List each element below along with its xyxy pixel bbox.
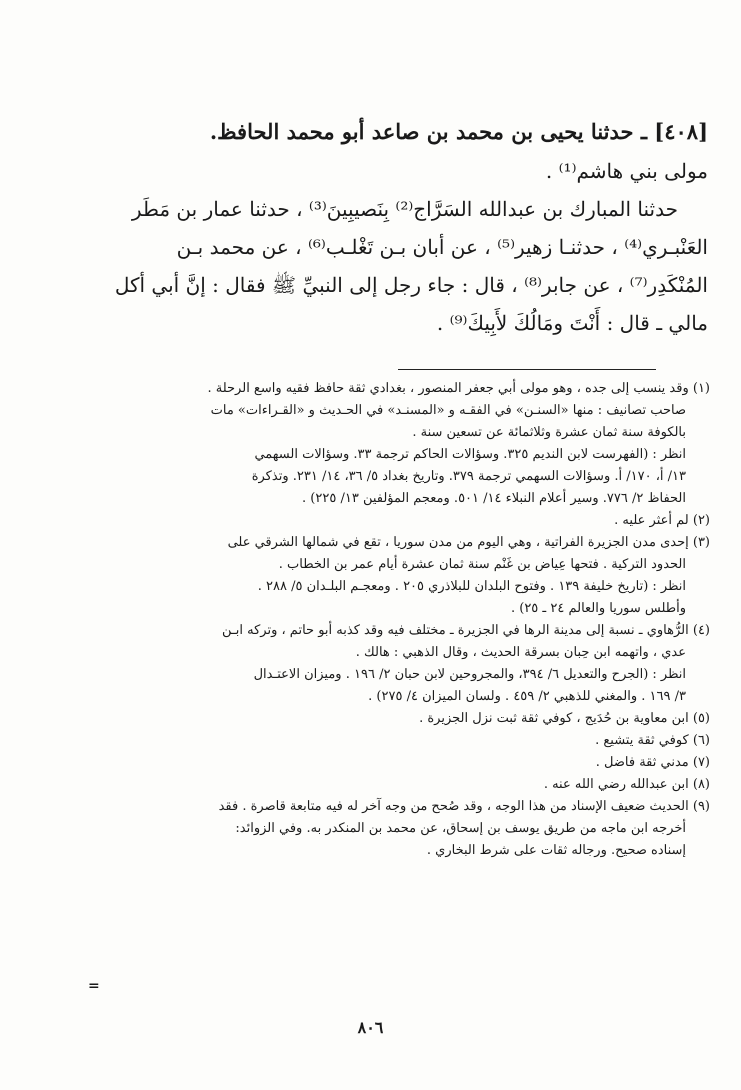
footnote-9 [100,796,710,862]
footnote-line: ٣/ ١٦٩ . والمغني للذهبي ٢/ ٤٥٩ . ولسان الميزان ٤/ ٢٧٥) . [368,689,686,704]
footnote-4 [100,620,710,708]
footnote-line: انظر : (تاريخ خليفة ١٣٩ . وفتوح البلدان للبلاذري ٢٠٥ . ومعجـم البلـدان ٥/ ٢٨٨ . [257,579,686,594]
footnote-line: بالكوفة سنة ثمان عشرة وثلاثمائة عن تسعين سنة . [412,425,686,440]
footnote-line: (١) وقد ينسب إلى جده ، وهو مولى أبي جعفر المنصور ، بغدادي ثقة حافظ فقيه واسع الرحلة . [207,381,710,396]
footnote-line: (٨) ابن عبدالله رضي الله عنه . [543,777,710,792]
matn-line: مالي ـ قال : أَنْتَ ومَالُكَ لأَبِيكَ⁽⁹⁾ . [436,311,708,335]
footnote-line: الحدود التركية . فتحها عِياض بن غَنْم سنة ثمان عشرة أيام عمر بن الخطاب . [278,557,686,572]
footnote-line: إسناده صحيح. ورجاله ثقات على شرط البخاري . [426,843,686,858]
footnote-line: صاحب تصانيف : منها «السنـن» في الفقـه و «المسنـد» في الحـديث و «القـراءات» مات [210,403,686,418]
footnote-line: وأطلس سوريا والعالم ٢٤ ـ ٢٥) . [510,601,686,616]
footnote-line: (٧) مدني ثقة فاضل . [595,755,710,770]
footnote-2 [100,510,710,532]
footnotes [100,378,710,862]
footnote-line: عدي ، واتهمه ابن حِبان بسرقة الحديث ، وقال الذهبي : هالك . [355,645,686,660]
footnote-line: (٦) كوفي ثقة يتشيع . [595,733,710,748]
footnote-6 [100,730,710,752]
footnote-1 [100,378,710,510]
footnote-line: انظر : (الجرح والتعديل ٦/ ٣٩٤، والمجروحين لابن حبان ٢/ ١٩٦ . وميزان الاعتـدال [253,667,686,682]
footnote-line: الحفاظ ٢/ ٧٧٦. وسير أعلام النبلاء ١٤/ ٥٠١. ومعجم المؤلفين ١٣/ ٢٢٥) . [302,491,686,506]
hadith-body [108,152,708,342]
footnote-8 [100,774,710,796]
continuation-mark: = [88,978,100,994]
footnote-line: انظر : (الفهرست لابن النديم ٣٢٥. وسؤالات الحاكم ترجمة ٣٣. وسؤالات السهمي [254,447,686,462]
isnad-line: المُنْكَدِر⁽⁷⁾ ، عن جابر⁽⁸⁾ ، قال : جاء رجل إلى النبيِّ ﷺ فقال : إنَّ أبي أكل [114,273,708,297]
footnote-separator [398,369,656,370]
footnote-7 [100,752,710,774]
page-number: ٨٠٦ [357,1018,384,1037]
footnote-line: أخرجه ابن ماجه من طريق يوسف بن إسحاق، عن محمد بن المنكدر به. وفي الزوائد: [235,821,686,836]
footnote-line: (٣) إحدى مدن الجزيرة الفراتية ، وهي اليوم من مدن سوريا ، تقع في شمالها الشرقي على [227,535,710,550]
footnote-line: (٩) الحديث ضعيف الإسناد من هذا الوجه ، وقد صُحح من وجه آخر له فيه متابعة قاصرة . فقد [218,799,710,814]
footnote-5 [100,708,710,730]
footnote-line: (٤) الرُّهاوي ـ نسبة إلى مدينة الرها في الجزيرة ـ مختلف فيه وقد كذبه أبو حاتم ، وتركه ابـن [222,623,710,638]
hadith-heading [108,112,708,152]
hadith-heading-text: ـ حدثنا يحيى بن محمد بن صاعد أبو محمد الحافظ. [209,119,647,144]
isnad-line: العَنْبـري⁽⁴⁾ ، حدثنـا زهير⁽⁵⁾ ، عن أبان بـن تَغْلـب⁽⁶⁾ ، عن محمد بـن [176,235,708,259]
isnad-line: حدثنا المبارك بن عبدالله السَرَّاج⁽²⁾ بِنَصيبِينَ⁽³⁾ ، حدثنا عمار بن مَطَر [131,197,678,221]
hadith-main-text [108,112,708,342]
footnote-line: (٢) لم أعثر عليه . [614,513,710,528]
footnote-line: (٥) ابن معاوية بن حُدَيج ، كوفي ثقة ثبت نزل الجزيرة . [419,711,710,726]
footnote-line: ١٣/ أ، ١٧٠/ أ. وسؤالات السهمي ترجمة ٣٧٩. وتاريخ بغداد ٥/ ٣٦، ١٤/ ٢٣١. وتذكرة [251,469,686,484]
footnote-3 [100,532,710,620]
mawla-line: مولى بني هاشم⁽¹⁾ . [545,159,708,183]
hadith-number: [٤٠٨] [654,119,708,144]
